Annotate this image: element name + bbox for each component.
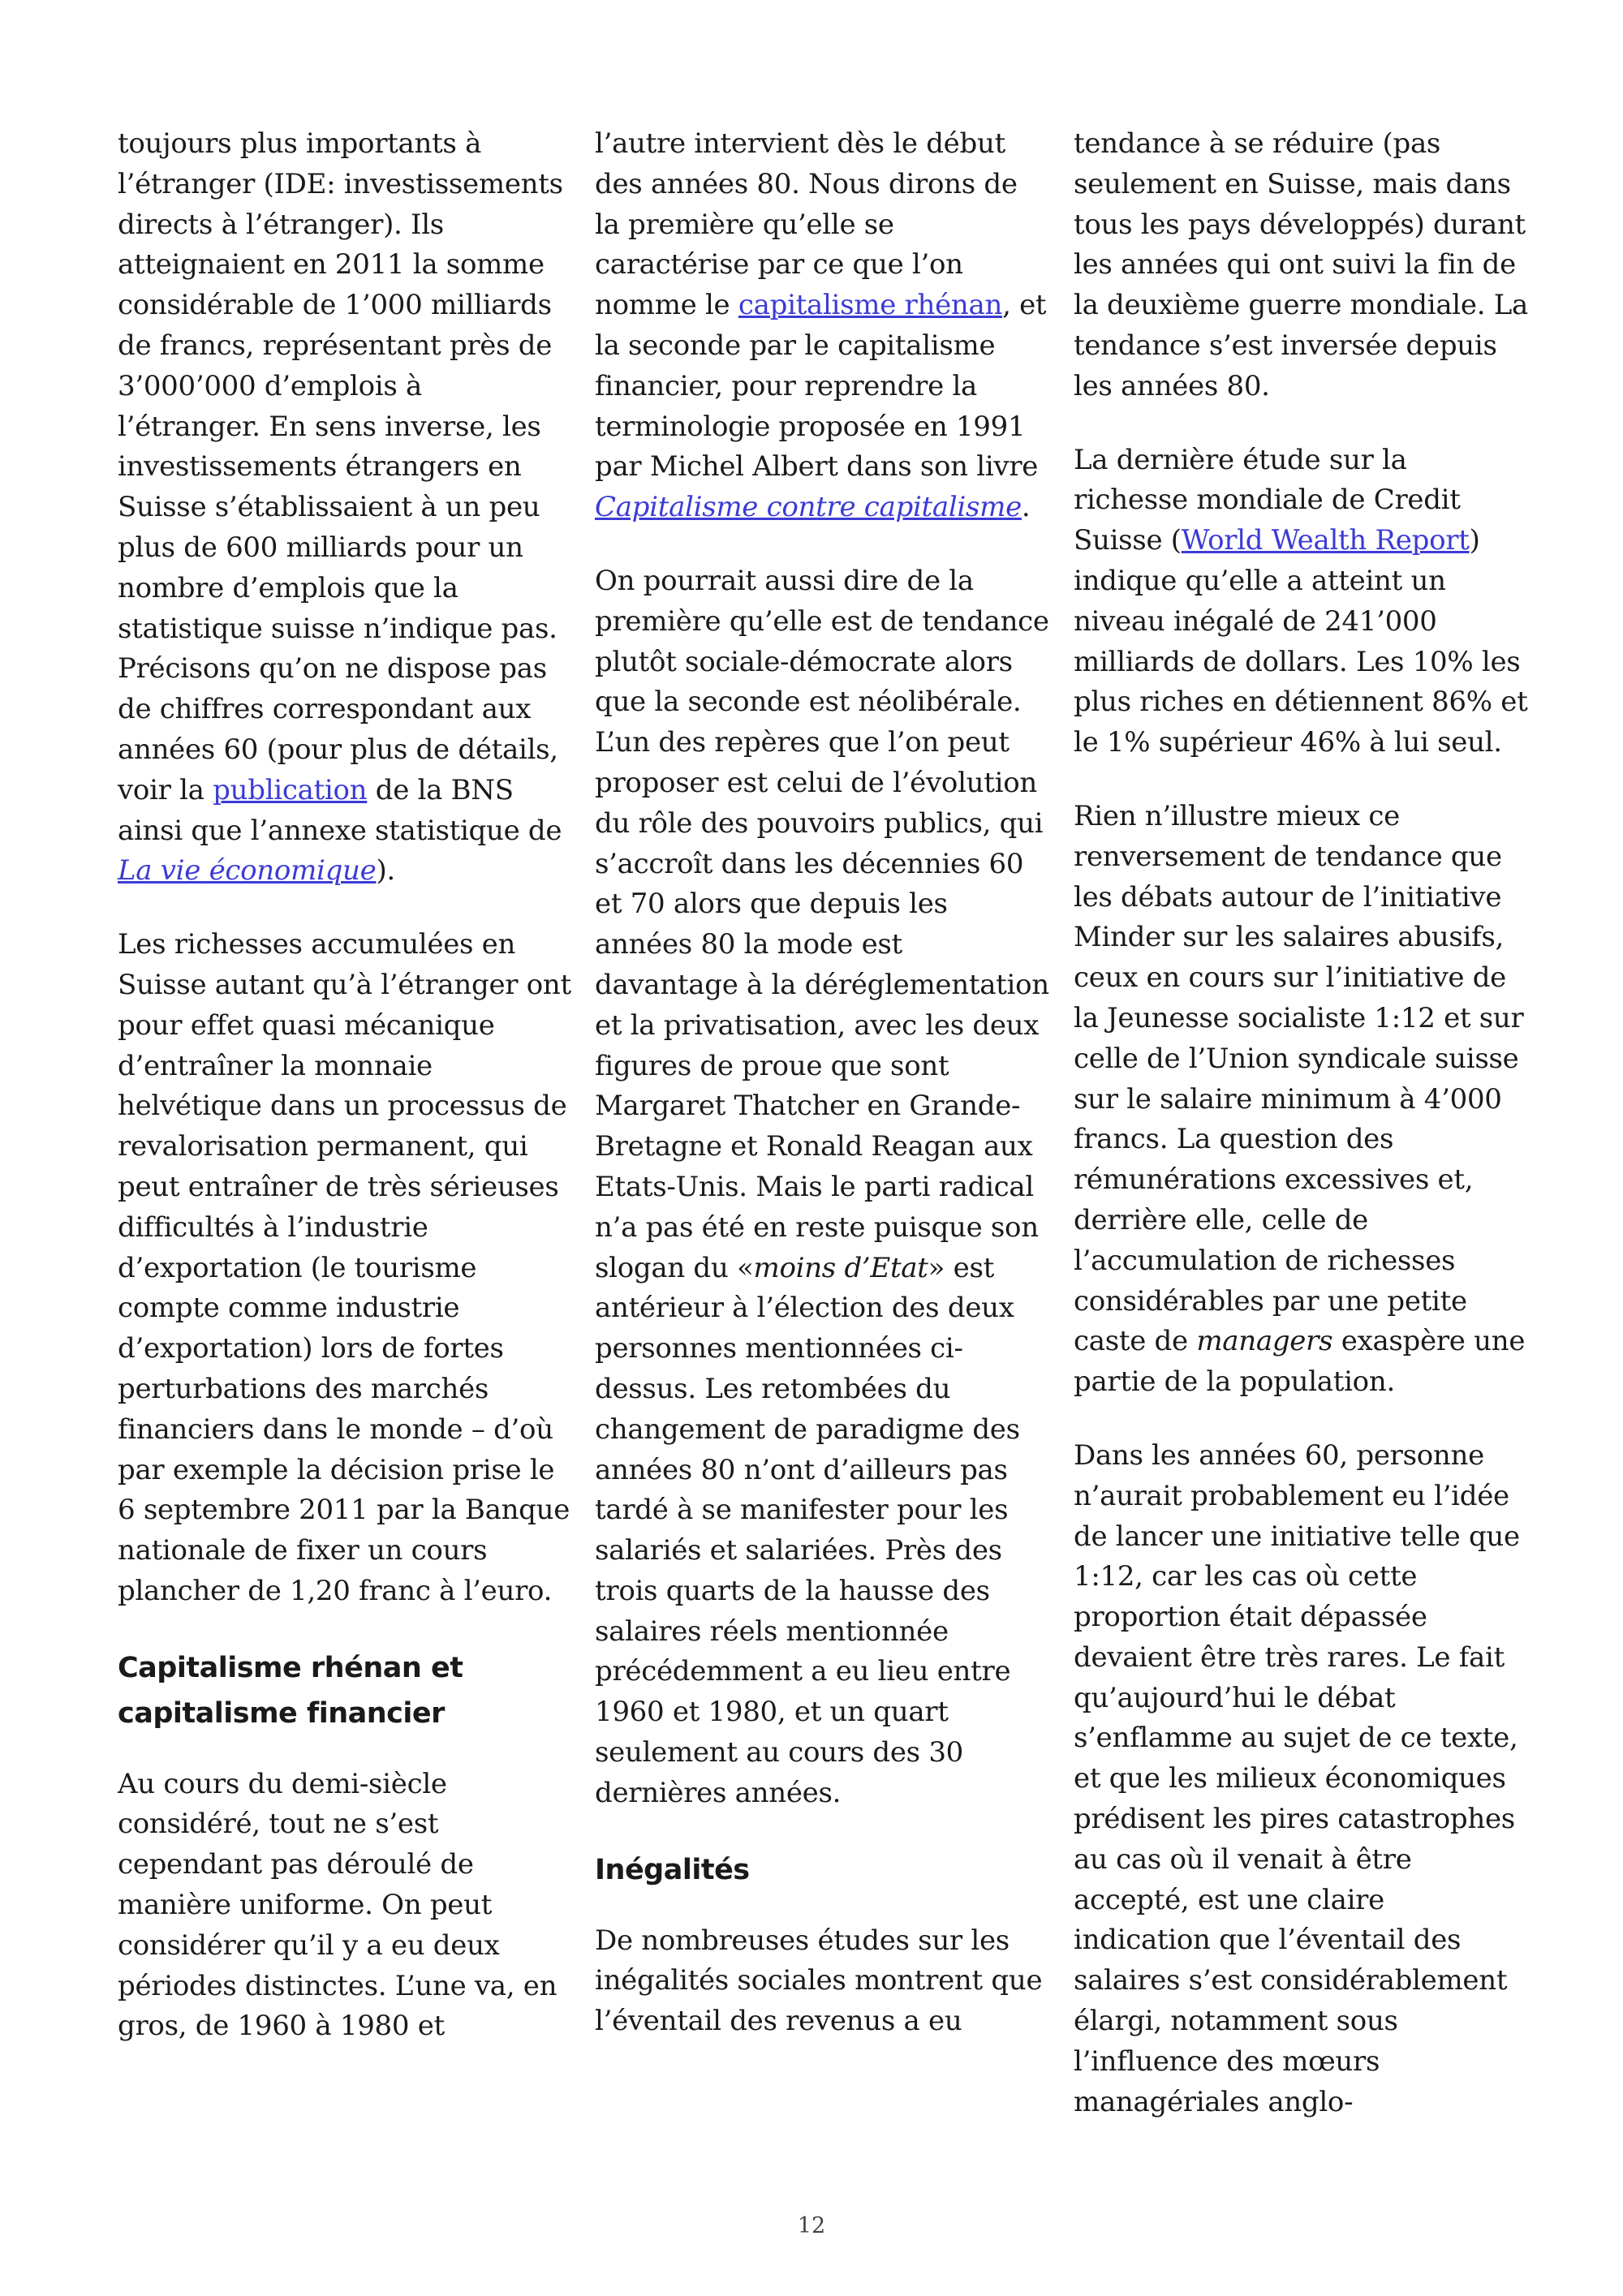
text: On pourrait aussi dire de la première qu’elle est de tendance plutôt sociale-démocrate alors que la seconde est néolibérale. L’un des repères que l’on peut proposer est celui de l’évolution du rôle des pouvoirs publics, qui s’accroît dans les décennies 60 et 70 alors que depuis les années 80 la mode est davantage à la déréglementation et la privatisation, avec les deux figures de proue que sont Margaret Thatcher en Grande-Bretagne et Ronald Reagan aux Etats-Unis. Mais le parti radical n’a pas été en reste puisque son slogan du «: [595, 564, 1049, 1284]
text: exaspère une partie de la population.: [1074, 1325, 1526, 1399]
paragraph: De nombreuses études sur les inégalités sociales montrent que l’éventail des revenus a eu: [595, 1924, 1043, 2038]
text: Rien n’illustre mieux ce renversement de tendance que les débats autour de l’initiative Minder sur les salaires abusifs, ceux en cours sur l’initiative de la Jeunesse socialiste 1:12 et sur celle de l’Union syndicale suisse sur le salaire minimum à 4’000 francs. La question des rémunérations excessives et, derrière elle, celle de l’accumulation de richesses considérables par une petite caste de: [1074, 799, 1524, 1358]
text: , et la seconde par le capitalisme financier, pour reprendre la terminologie proposée en 1991 par Michel Albert dans son livre: [595, 289, 1047, 484]
paragraph: Dans les années 60, personne n’aurait probablement eu l’idée de lancer une initiative telle que 1:12, car les cas où cette proportion était dépassée devaient être très rares. Le fait qu’aujourd’hui le débat s’enflamme au sujet de ce texte, et que les milieux économiques prédisent les pires catastrophes au cas où il venait à être accepté, est une claire indication que l’éventail des salaires s’est considérablement élargi, notamment sous l’influence des mœurs managériales anglo-: [1074, 1438, 1520, 2118]
paragraph: Au cours du demi-siècle considéré, tout ne s’est cependant pas déroulé de manière uniforme. On peut considérer qu’il y a eu deux périodes distinctes. L’une va, en gros, de 1960 à 1980 et: [118, 1767, 558, 2043]
paragraph: [1074, 441, 1528, 763]
column-1: [118, 124, 572, 2080]
publication-link[interactable]: publication: [213, 773, 368, 806]
text: ) indique qu’elle a atteint un niveau inégalé de 241’000 milliards de dollars. Les 10% les plus riches en détiennent 86% et le 1% supérieur 46% à lui seul.: [1074, 524, 1528, 759]
paragraph: [1074, 797, 1528, 1403]
column-2: [595, 124, 1049, 2075]
text: .: [1021, 491, 1031, 524]
page-number: 12: [797, 2213, 826, 2238]
text: » est antérieur à l’élection des deux personnes mentionnées ci-dessus. Les retombées du changement de paradigme des années 80 n’ont d’ailleurs pas tardé à se manifester pour les salariés et salariées. Près des trois quarts de la hausse des salaires réels mentionnée précédemment a eu lieu entre 1960 et 1980, et un quart seulement au cours des 30 dernières années.: [595, 1251, 1020, 1809]
capitalisme-contre-capitalisme-link[interactable]: Capitalisme contre capitalisme: [595, 491, 1022, 524]
text: ).: [376, 854, 395, 888]
paragraph: [595, 561, 1049, 1814]
paragraph: [595, 124, 1049, 528]
capitalisme-rhenan-link[interactable]: capitalisme rhénan: [738, 289, 1003, 322]
la-vie-economique-link[interactable]: La vie économique: [118, 854, 377, 888]
column-3: [1074, 124, 1528, 2156]
text: La dernière étude sur la richesse mondiale de Credit Suisse (: [1074, 443, 1461, 557]
italic-text: managers: [1196, 1325, 1333, 1358]
text: l’autre intervient dès le début des années 80. Nous dirons de la première qu’elle se caractérise par ce que l’on nomme le: [595, 127, 1018, 322]
section-heading: Inégalités: [595, 1853, 750, 1886]
section-heading: Capitalisme rhénan et capitalisme financier: [118, 1651, 463, 1730]
italic-text: moins d’Etat: [753, 1251, 928, 1284]
text: toujours plus importants à l’étranger (IDE: investissements directs à l’étranger). Ils atteignaient en 2011 la somme considérable de 1’000 milliards de francs, représentant près de 3’000’000 d’emplois à l’étranger. En sens inverse, les investissements étrangers en Suisse s’établissaient à un peu plus de 600 milliards pour un nombre d’emplois que la statistique suisse n’indique pas. Précisons qu’on ne dispose pas de chiffres correspondant aux années 60 (pour plus de détails, voir la: [118, 127, 563, 806]
paragraph: [118, 124, 572, 892]
paragraph: tendance à se réduire (pas seulement en Suisse, mais dans tous les pays développés) durant les années qui ont suivi la fin de la deuxième guerre mondiale. La tendance s’est inversée depuis les années 80.: [1074, 127, 1528, 402]
paragraph: Les richesses accumulées en Suisse autant qu’à l’étranger ont pour effet quasi mécanique d’entraîner la monnaie helvétique dans un processus de revalorisation permanent, qui peut entraîner de très sérieuses difficultés à l’industrie d’exportation (le tourisme compte comme industrie d’exportation) lors de fortes perturbations des marchés financiers dans le monde – d’où par exemple la décision prise le 6 septembre 2011 par la Banque nationale de fixer un cours plancher de 1,20 franc à l’euro.: [118, 928, 571, 1607]
world-wealth-report-link[interactable]: World Wealth Report: [1181, 524, 1470, 557]
text: de la BNS ainsi que l’annexe statistique de: [118, 773, 562, 847]
